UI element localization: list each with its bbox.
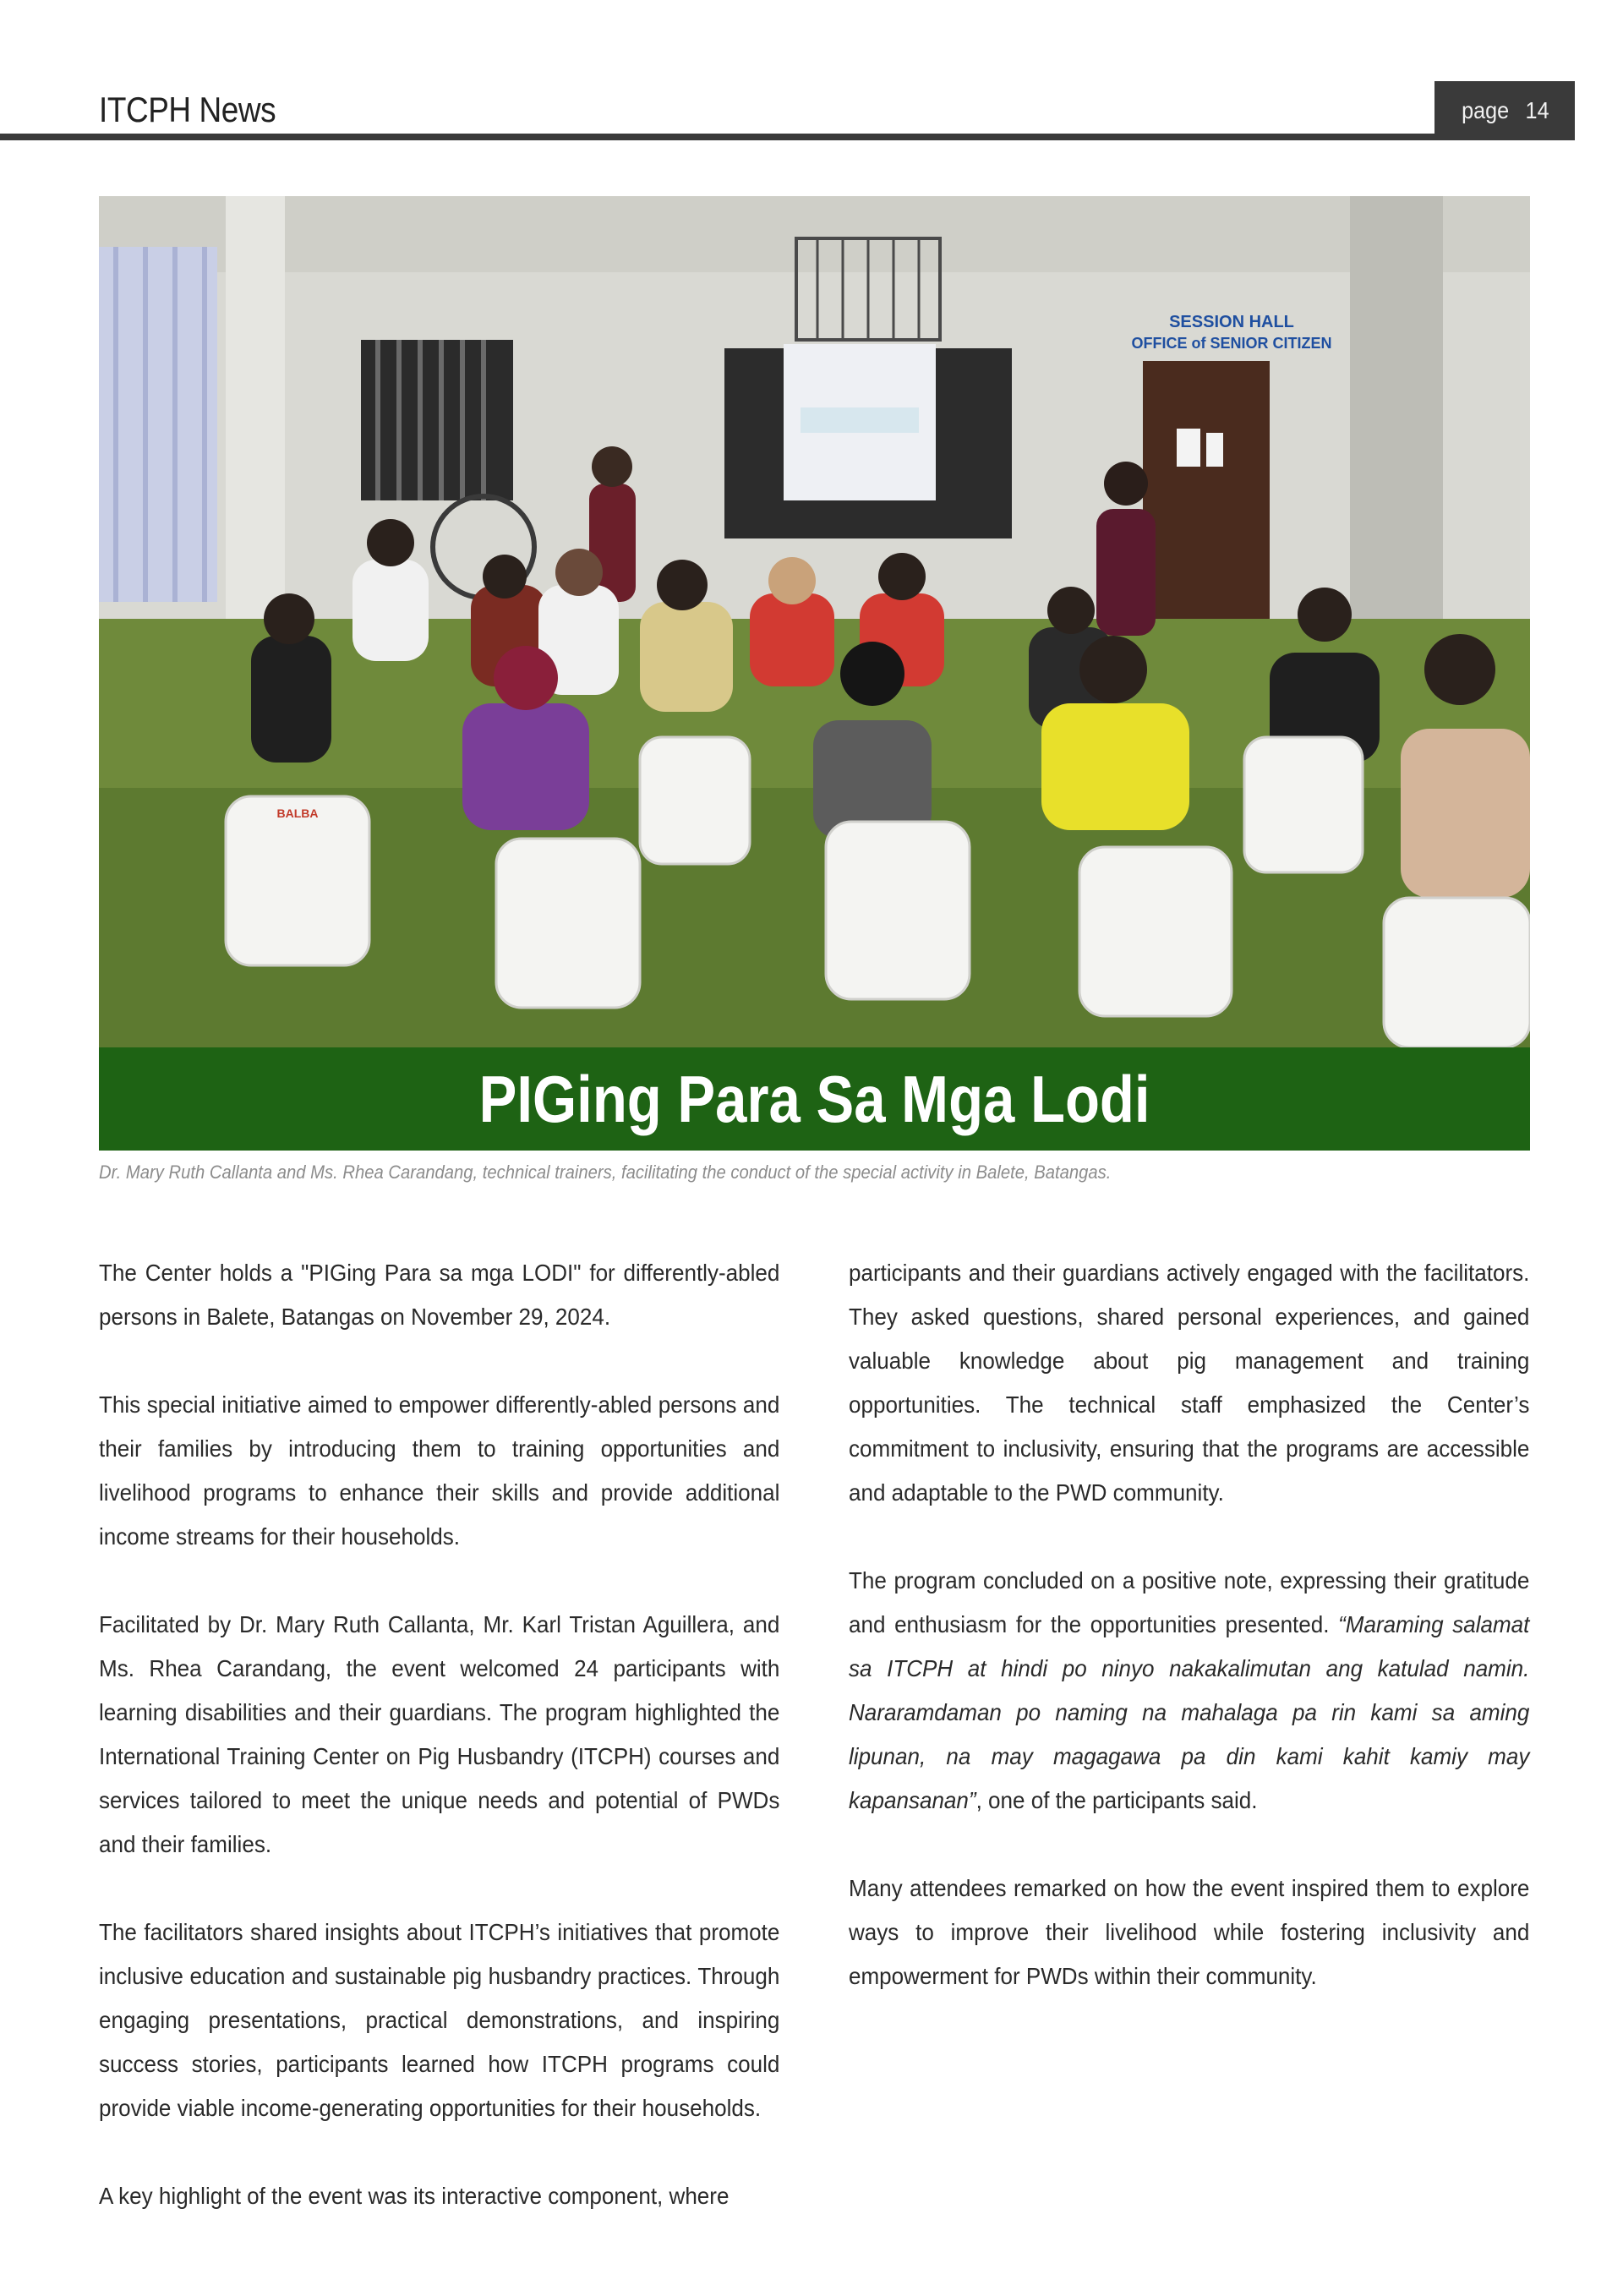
publication-title: ITCPH News xyxy=(99,90,276,129)
sign-line-2: OFFICE of SENIOR CITIZEN xyxy=(1131,335,1332,352)
paragraph: The facilitators shared insights about ITCPH’s initiatives that promote inclusive education and sustainable pig husbandry practices. Through engaging presentations, practical demonstrations, and inspiring success stories, participants learned how ITCPH programs could provide viable income-generating opportunities for their households. xyxy=(99,1919,780,2121)
quote-tail: , one of the participants said. xyxy=(975,1787,1258,1813)
article-column-right xyxy=(849,1251,1530,1998)
paragraph-with-quote xyxy=(849,1559,1529,1823)
paragraph: A key highlight of the event was its interactive component, where xyxy=(99,2183,730,2209)
page-label: page xyxy=(1462,97,1510,123)
masthead-rule xyxy=(0,134,1575,140)
paragraph: Many attendees remarked on how the event inspired them to explore ways to improve their livelihood while fostering inclusivity and empowerment for PWDs within their community. xyxy=(849,1875,1530,1989)
quote-lead: The program concluded on a positive note, expressing their gratitude and enthusiasm for the opportunities presented. xyxy=(849,1567,1530,1637)
paragraph: participants and their guardians actively engaged with the facilitators. They asked questions, shared personal experiences, and gained valuable knowledge about pig management and training opportunities. The technical staff emphasized the Center’s commitment to inclusivity, ensuring that the programs are accessible and adaptable to the PWD community. xyxy=(849,1260,1530,1506)
page-number-tab xyxy=(1434,81,1575,140)
paragraph: The Center holds a "PIGing Para sa mga LODI" for differently-abled persons in Balete, Batangas on November 29, 2024. xyxy=(99,1260,780,1330)
masthead xyxy=(0,74,1575,142)
chair-tag: BALBA xyxy=(276,806,319,820)
photo-caption: Dr. Mary Ruth Callanta and Ms. Rhea Carandang, technical trainers, facilitating the conduct of the special activity in Balete, Batangas. xyxy=(99,1162,1112,1183)
sign-line-1: SESSION HALL xyxy=(1169,313,1294,331)
article-headline: PIGing Para Sa Mga Lodi xyxy=(478,1061,1150,1136)
participant-quote: “Maraming salamat sa ITCPH at hindi po ninyo nakakalimutan ang katulad namin. Nararamdaman po naming na mahalaga pa rin kami sa aming lipunan, na may magagawa pa din kami kahit kamiy may kapansanan” xyxy=(849,1611,1530,1813)
paragraph: Facilitated by Dr. Mary Ruth Callanta, Mr. Karl Tristan Aguillera, and Ms. Rhea Carandang, the event welcomed 24 participants with learning disabilities and their guardians. The program highlighted the International Training Center on Pig Husbandry (ITCPH) courses and services tailored to meet the unique needs and potential of PWDs and their families. xyxy=(99,1611,780,1857)
event-photo xyxy=(99,196,1530,1047)
article-column-left xyxy=(99,1251,780,2218)
page-number: 14 xyxy=(1525,97,1549,123)
headline-bar xyxy=(99,1047,1530,1151)
paragraph: This special initiative aimed to empower differently-abled persons and their families by introducing them to training opportunities and livelihood programs to enhance their skills and provide additional income streams for their households. xyxy=(99,1391,780,1550)
